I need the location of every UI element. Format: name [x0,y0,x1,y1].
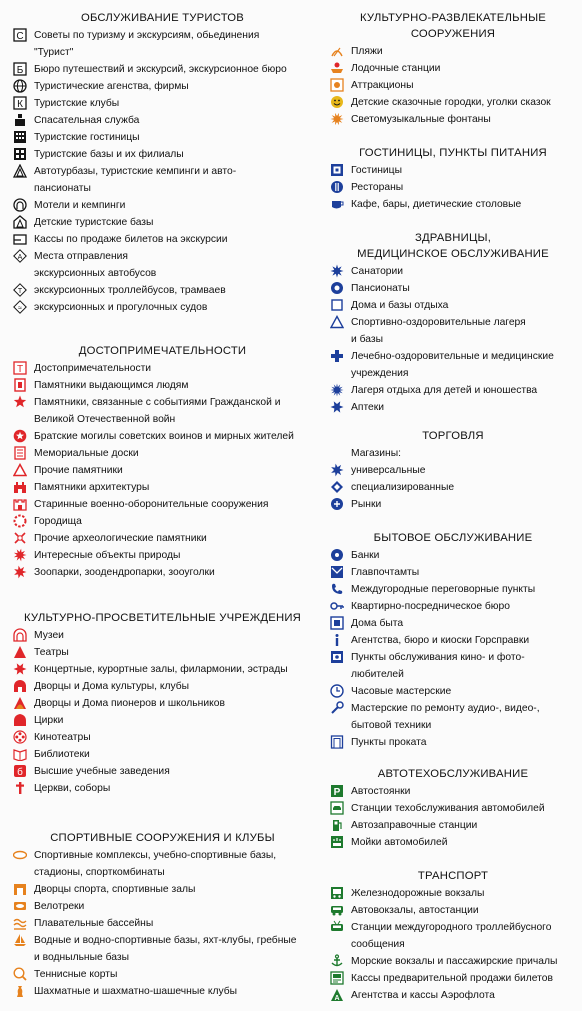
legend-item-label: Банки [351,550,380,561]
legend-item [327,60,579,77]
culture-palace-icon [10,678,30,694]
legend-item [327,885,579,902]
legend-item [10,214,315,231]
legend-item [327,43,579,60]
legend-item [10,513,315,530]
legend-section [327,428,579,513]
rest-house-icon [327,297,347,313]
legend-item [327,94,579,111]
legend-item-label: Аттракционы [351,80,414,91]
legend-item-label: Церкви, соборы [34,783,111,794]
youth-camp-icon [327,382,347,398]
legend-item [327,547,579,564]
legend-item [10,445,315,462]
star-circle-icon [10,428,30,444]
legend-item-label: Детские сказочные городки, уголки сказок [351,97,551,108]
legend-item [327,496,579,513]
legend-item [327,700,579,734]
trolleybus-icon [327,919,347,935]
zoo-burst-icon [10,564,30,580]
repair-icon [327,700,347,716]
legend-item [10,231,315,248]
letter-s-box-icon [10,27,30,43]
legend-item [10,95,315,112]
svg-text:Т: Т [16,364,24,375]
legend-item-label: Станции техобслуживания автомобилей [351,803,545,814]
chess-icon [10,983,30,999]
legend-item [10,729,315,746]
legend-item-label: Рынки [351,499,382,510]
legend-item [327,445,579,462]
section-title: ЗДРАВНИЦЫ, МЕДИЦИНСКОЕ ОБСЛУЖИВАНИЕ [357,232,549,260]
legend-item [327,919,579,953]
legend-item [327,314,579,348]
legend-item [10,564,315,581]
library-book-icon [10,746,30,762]
legend-item [10,377,315,394]
fuel-icon [327,817,347,833]
legend-item-label: Плавательные бассейны [34,918,154,929]
section-title: ОБСЛУЖИВАНИЕ ТУРИСТОВ [80,12,245,24]
legend-item-label: Детские туристские базы [34,217,154,228]
pioneer-palace-icon [10,695,30,711]
legend-item [10,248,315,282]
legend-item [10,881,315,898]
legend-item [10,360,315,377]
legend-item-label: экскурсионных и прогулочных судов [34,302,208,313]
svg-text:A: A [334,995,340,1002]
legend-item-label: Памятники выдающимся людям [34,380,189,391]
legend-item [10,61,315,78]
fortress-icon [10,496,30,512]
anchor-icon [327,953,347,969]
legend-item [10,847,315,881]
tennis-icon [10,966,30,982]
legend-item [10,462,315,479]
car-wash-icon [327,834,347,850]
legend-item-label: Дворцы и Дома пионеров и школьников [34,698,225,709]
legend-item-label: Кассы предварительной продажи билетов [351,973,553,984]
triangle-tent-icon [10,163,30,179]
tourist-base-icon [10,146,30,162]
legend-item-label: Железнодорожные вокзалы [351,888,485,899]
legend-item-label: Спасательная служба [34,115,140,126]
legend-item [327,382,579,399]
legend-item [10,282,315,299]
boarding-house-icon [327,280,347,296]
svg-text:P: P [333,787,341,798]
special-shop-icon [327,479,347,495]
parking-icon [327,783,347,799]
legend-section [327,230,579,416]
legend-item [10,644,315,661]
legend-item-label: Спортивные комплексы, учебно-спортивные базы, стадионы, спорткомбинаты [34,850,277,878]
legend-item-label: Туристические агенства, фирмы [34,81,189,92]
legend-item [327,902,579,919]
hotel-icon [327,162,347,178]
ticket-booth-icon [327,970,347,986]
cafe-icon [327,196,347,212]
legend-item [327,77,579,94]
svg-text:С: С [16,31,24,42]
legend-item-label: специализированные [351,482,455,493]
legend-item-label: Главпочтамты [351,567,420,578]
legend-item [327,649,579,683]
legend-item-label: Дворцы спорта, спортивные залы [34,884,196,895]
section-title: БЫТОВОЕ ОБСЛУЖИВАНИЕ [373,532,533,544]
legend-section [10,343,315,581]
legend-item [10,197,315,214]
globe-icon [10,78,30,94]
legend-item [10,898,315,915]
motel-arch-icon [10,197,30,213]
legend-item [10,915,315,932]
legend-item-label: Автотурбазы, туристские кемпинги и авто- пансионаты [34,166,237,194]
legend-item-label: Интересные объекты природы [34,550,181,561]
archaeology-icon [10,530,30,546]
church-cross-icon [10,780,30,796]
legend-item [10,547,315,564]
icon-spacer [327,445,347,461]
legend-item-label: Старинные военно-оборонительные сооружения [34,499,269,510]
legend-item-label: Места отправления экскурсионных автобусов [34,251,157,279]
restaurant-icon [327,179,347,195]
market-icon [327,496,347,512]
section-title: ТОРГОВЛЯ [422,430,484,442]
legend-item [327,953,579,970]
red-star-icon [10,394,30,410]
legend-item [10,129,315,146]
legend-item-label: Пляжи [351,46,383,57]
legend-item-label: Пункты проката [351,737,427,748]
velodrome-icon [10,898,30,914]
legend-item-label: Автозаправочные станции [351,820,478,831]
section-title: ДОСТОПРИМЕЧАТЕЛЬНОСТИ [78,345,247,357]
medical-cross-icon [327,348,347,364]
house-icon [10,214,30,230]
clock-icon [327,683,347,699]
legend-item-label: Прочие памятники [34,465,123,476]
sailboat-icon [10,932,30,948]
legend-item-label: Автовокзалы, автостанции [351,905,479,916]
legend-item-label: экскурсионных троллейбусов, трамваев [34,285,226,296]
legend-item-label: Морские вокзалы и пассажирские причалы [351,956,558,967]
hillfort-icon [10,513,30,529]
legend-section [10,610,315,797]
legend-item-label: Кассы по продаже билетов на экскурсии [34,234,228,245]
household-icon [327,615,347,631]
legend-item [327,817,579,834]
legend-item-label: Зоопарки, зоодендропарки, зооуголки [34,567,215,578]
legend-item-label: Аптеки [351,402,385,413]
legend-item [10,27,315,61]
legend-item-label: Советы по туризму и экскурсиям, обьединения "Турист" [34,30,260,58]
legend-item [10,428,315,445]
legend-item-label: Дворцы и Дома культуры, клубы [34,681,190,692]
legend-item-label: Междугородные переговорные пункты [351,584,536,595]
concert-icon [10,661,30,677]
car-service-icon [327,800,347,816]
letter-t-box-icon [10,360,30,376]
legend-item [327,987,579,1004]
film-service-icon [327,649,347,665]
legend-item [10,530,315,547]
rental-icon [327,734,347,750]
letter-b-box-icon [10,61,30,77]
legend-item [10,479,315,496]
circus-icon [10,712,30,728]
bank-icon [327,547,347,563]
theatre-icon [10,644,30,660]
bus-station-icon [327,902,347,918]
legend-item [10,112,315,129]
ticket-office-icon [10,231,30,247]
legend-item-label: Теннисные корты [34,969,118,980]
legend-item-label: Дома и базы отдыха [351,300,449,311]
legend-item-label: Кафе, бары, диетические столовые [351,199,522,210]
triangle-outline-icon [10,462,30,478]
legend-item-label: Лагеря отдыха для детей и юношества [351,385,538,396]
pharmacy-icon [327,399,347,415]
legend-item [10,932,315,966]
legend-section [327,868,579,1004]
rescue-service-icon [10,112,30,128]
section-title: ГОСТИНИЦЫ, ПУНКТЫ ПИТАНИЯ [359,147,547,159]
legend-item [327,280,579,297]
university-icon [10,763,30,779]
legend-item-label: Кинотеатры [34,732,91,743]
legend-section [327,145,579,213]
memorial-plaque-icon [10,445,30,461]
diamond-t-icon [10,282,30,298]
diamond-ship-icon [10,299,30,315]
legend-item-label: Мотели и кемпинги [34,200,126,211]
legend-item-label: универсальные [351,465,426,476]
legend-item-label: Часовые мастерские [351,686,452,697]
legend-item-label: Братские могилы советских воинов и мирных жителей [34,431,294,442]
legend-item-label: Автостоянки [351,786,411,797]
attraction-icon [327,77,347,93]
legend-item-label: Велотреки [34,901,85,912]
diamond-a-icon [10,248,30,264]
legend-item-label: Туристские клубы [34,98,120,109]
legend-item [10,983,315,1000]
legend-item-label: Мойки автомобилей [351,837,448,848]
legend-item-label: Квартирно-посредническое бюро [351,601,510,612]
legend-item [10,496,315,513]
museum-icon [10,627,30,643]
legend-item [327,196,579,213]
legend-item [327,581,579,598]
legend-item [327,683,579,700]
svg-text:≈: ≈ [18,305,22,312]
legend-item [327,297,579,314]
legend-item-label: Станции междугородного троллейбусного сообщения [351,922,552,950]
legend-item [327,399,579,416]
universal-shop-icon [327,462,347,478]
legend-item-label: Концертные, курортные залы, филармонии, эстрады [34,664,288,675]
svg-text:Т: Т [17,288,23,295]
beach-icon [327,43,347,59]
legend-item-label: Санатории [351,266,404,277]
legend-item [10,163,315,197]
legend-item [10,627,315,644]
legend-section [10,10,315,316]
legend-item-label: Городища [34,516,82,527]
legend-item-label: Мастерские по ремонту аудио-, видео-, бытовой техники [351,703,540,731]
legend-item [10,780,315,797]
legend-item [10,746,315,763]
legend-item-label: Гостиницы [351,165,402,176]
svg-text:А: А [17,254,23,261]
legend-item-label: Туристские гостиницы [34,132,140,143]
legend-item [327,970,579,987]
aeroflot-icon [327,987,347,1003]
legend-item [327,800,579,817]
legend-item [327,162,579,179]
railway-icon [327,885,347,901]
telephone-icon [327,581,347,597]
smiley-icon [327,94,347,110]
hotel-building-icon [10,129,30,145]
legend-item-label: Пункты обслуживания кино- и фото- любителей [351,652,525,680]
legend-item-label: Рестораны [351,182,404,193]
letter-k-box-icon [10,95,30,111]
swimming-pool-icon [10,915,30,931]
legend-item [10,678,315,695]
post-office-icon [327,564,347,580]
info-icon [327,632,347,648]
section-title: АВТОТЕХОБСЛУЖИВАНИЕ [377,768,529,780]
legend-item-label: Светомузыкальные фонтаны [351,114,491,125]
legend-item [327,632,579,649]
legend-item [10,695,315,712]
legend-item-label: Мемориальные доски [34,448,139,459]
legend-item [10,763,315,780]
sanatorium-icon [327,263,347,279]
fountain-icon [327,111,347,127]
legend-item [327,462,579,479]
legend-item-label: Магазины: [351,448,401,459]
legend-item [10,394,315,428]
legend-item [327,598,579,615]
legend-item [10,661,315,678]
boat-station-icon [327,60,347,76]
legend-item-label: Достопримечательности [34,363,152,374]
legend-item [327,834,579,851]
legend-section [327,10,579,128]
legend-item [327,263,579,280]
legend-item-label: Памятники архитектуры [34,482,150,493]
key-icon [327,598,347,614]
section-title: СПОРТИВНЫЕ СООРУЖЕНИЯ И КЛУБЫ [50,832,275,844]
sport-palace-icon [10,881,30,897]
legend-item [327,783,579,800]
stadium-ellipse-icon [10,847,30,863]
legend-item [10,146,315,163]
legend-item-label: Цирки [34,715,64,726]
legend-section [327,766,579,851]
legend-item-label: Агентства и кассы Аэрофлота [351,990,495,1001]
legend-item [327,111,579,128]
legend-item [10,78,315,95]
legend-item-label: Шахматные и шахматно-шашечные клубы [34,986,238,997]
svg-text:б: б [17,767,23,778]
legend-item-label: Агентства, бюро и киоски Горсправки [351,635,530,646]
legend-item [10,712,315,729]
legend-item-label: Лечебно-оздоровительные и медицинские учреждения [351,351,554,379]
legend-item-label: Памятники, связанные с событиями Гражданской и Великой Отечественной войн [34,397,281,425]
legend-item-label: Лодочные станции [351,63,441,74]
section-title: ТРАНСПОРТ [417,870,489,882]
legend-section [327,530,579,751]
legend-item-label: Туристские базы и их филиалы [34,149,184,160]
legend-item-label: Водные и водно-спортивные базы, яхт-клубы, гребные и водныльные базы [34,935,297,963]
architecture-icon [10,479,30,495]
svg-text:Б: Б [16,65,24,76]
legend-item [327,179,579,196]
sport-camp-icon [327,314,347,330]
cinema-reel-icon [10,729,30,745]
legend-item-label: Высшие учебные заведения [34,766,170,777]
legend-item-label: Библиотеки [34,749,90,760]
legend-item-label: Пансионаты [351,283,410,294]
legend-item [10,299,315,316]
legend-item [327,564,579,581]
legend-item-label: Музеи [34,630,64,641]
legend-item [327,479,579,496]
legend-item [327,734,579,751]
section-title: КУЛЬТУРНО-ПРОСВЕТИТЕЛЬНЫЕ УЧРЕЖДЕНИЯ [23,612,302,624]
legend-section [10,830,315,1000]
legend-item-label: Спортивно-оздоровительные лагеря и базы [351,317,526,345]
legend-item-label: Прочие археологические памятники [34,533,207,544]
nature-burst-icon [10,547,30,563]
legend-item [327,615,579,632]
legend-item-label: Театры [34,647,69,658]
legend-item [327,348,579,382]
legend-item-label: Бюро путешествий и экскурсий, экскурсионное бюро [34,64,287,75]
monument-box-icon [10,377,30,393]
legend-item-label: Дома быта [351,618,404,629]
svg-text:К: К [17,99,23,110]
legend-item [10,966,315,983]
section-title: КУЛЬТУРНО-РАЗВЛЕКАТЕЛЬНЫЕ СООРУЖЕНИЯ [359,12,547,40]
